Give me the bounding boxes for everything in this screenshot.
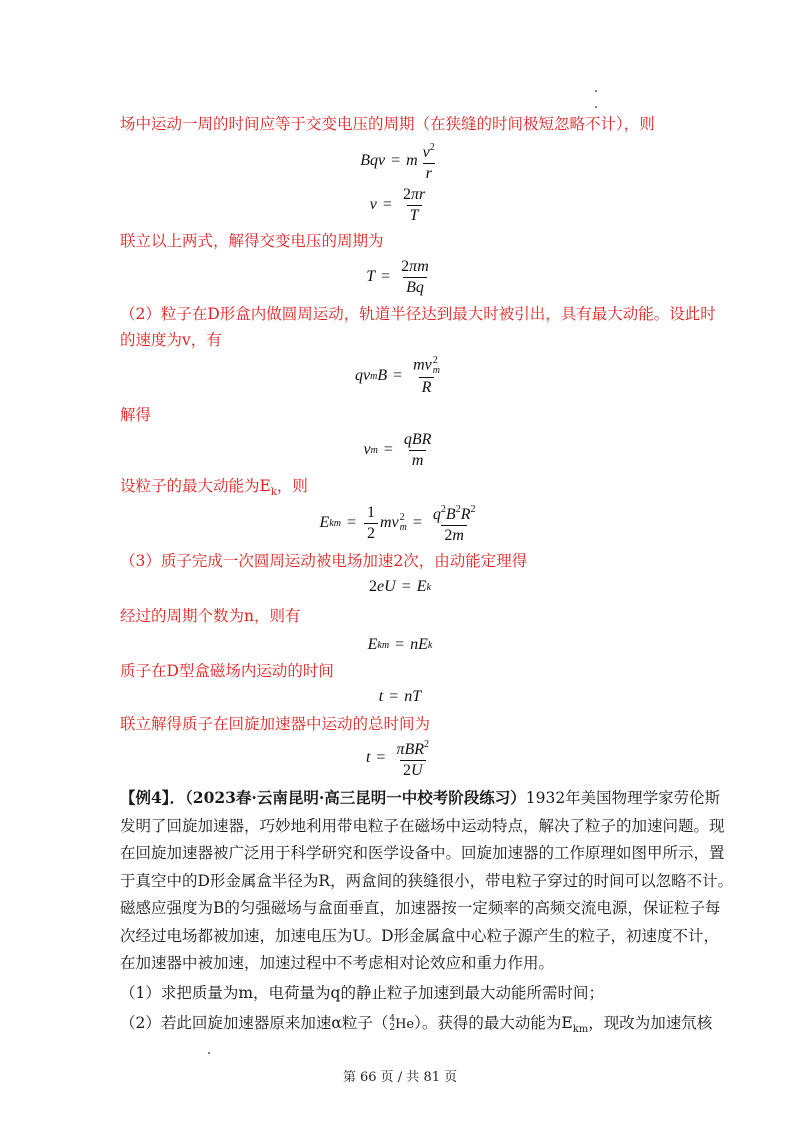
equation-period: T = $\frac{2\pi m}{Bq}$ [366, 257, 429, 296]
equation-max-velocity: v m = $\frac{\text{qBR}}{m}$ [363, 430, 432, 469]
equation-max-velocity-force: qv m B = mv 2 m R [354, 354, 441, 396]
paragraph-part2-line2: 的速度为v，有 [120, 331, 222, 349]
paragraph-total-time: 联立解得质子在回旋加速器中运动的总时间为 [120, 715, 431, 733]
mark-dot [208, 1052, 210, 1054]
equation-energy-per-cycle: 2 eU = E k [369, 578, 431, 595]
equation-lorentz-centripetal: Bqv = m $\frac{v^2}{r}$ [360, 142, 435, 182]
paragraph-solve: 解得 [120, 406, 152, 424]
mark-dot [595, 106, 597, 108]
mark-dot [595, 90, 597, 92]
paragraph-time-in-field: 质子在D型盒磁场内运动的时间 [120, 662, 334, 680]
paragraph-part2-line1: （2）粒子在D形盒内做圆周运动，轨道半径达到最大时被引出，具有最大动能。设此时 [120, 305, 716, 323]
equation-velocity-period: v = $\frac{2\pi r}{T}$ [369, 185, 426, 224]
equation-total-time: t = $\frac{\pi BR^2}{2U}$ [365, 739, 430, 779]
equation-cycles: E km = nE k [367, 636, 433, 653]
page-footer: 第 66 页 / 共 81 页 [342, 1070, 458, 1085]
paragraph-max-kinetic: 设粒子的最大动能为$E_k$，则 [120, 477, 308, 498]
paragraph-part3: （3）质子完成一次圆周运动被电场加速2次，由动能定理得 [120, 552, 528, 570]
paragraph-period-condition: 场中运动一周的时间应等于交变电压的周期（在狭缝的时间极短忽略不计），则 [120, 115, 655, 133]
equation-time-cycles: t = nT [378, 688, 422, 705]
question-part2: （2）若此回旋加速器原来加速α粒子（ 4 2 He）。获得的最大动能为$E_{km}$，现改为加速氘核 [120, 1014, 713, 1035]
example-4-text: 【例4】．（2023春·云南昆明·高三昆明一中校考阶段练习）1932年美国物理学家劳伦斯 发明了回旋加速器，巧妙地利用带电粒子在磁场中运动特点，解决了粒子的加速问题。现 在回旋加速器被广泛用于科学研究和医学设备中。回旋加速器的工作原理如图甲所示，置 于真空中的D形金属盒半径为R，两盒间的狭缝很小，带电粒子穿过的时间可以忽略不计。 磁感应强度为B的匀强磁场与盒面垂直，加速器按一定频率的高频交流电源，保证粒子每 次经过电场都被加速，加速电压为U。D形金属盒中心粒子源产生的粒子，初速度不计， 在加速器中被加速，加速过程中不考虑相对论效应和重力作用。 （1）求把质量为m，电荷量为q的静止粒子加速到最大动能所需时间； （2）若此回旋加速器原来加速α粒子（ 4 2 He）。获得的最大动能为$E_{km}$，现改为加速氘核 [120, 784, 685, 1044]
paragraph-cycles: 经过的周期个数为n，则有 [120, 607, 301, 625]
paragraph-combine: 联立以上两式，解得交变电压的周期为 [120, 232, 384, 250]
example-label: 【例4】．（2023春·云南昆明·高三昆明一中校考阶段练习） [120, 788, 526, 807]
equation-max-kinetic-energy: E km = $\frac{1}{2}$ mv 2 m = $\frac{q^2B^2R^2}{2m}$ [319, 503, 476, 544]
